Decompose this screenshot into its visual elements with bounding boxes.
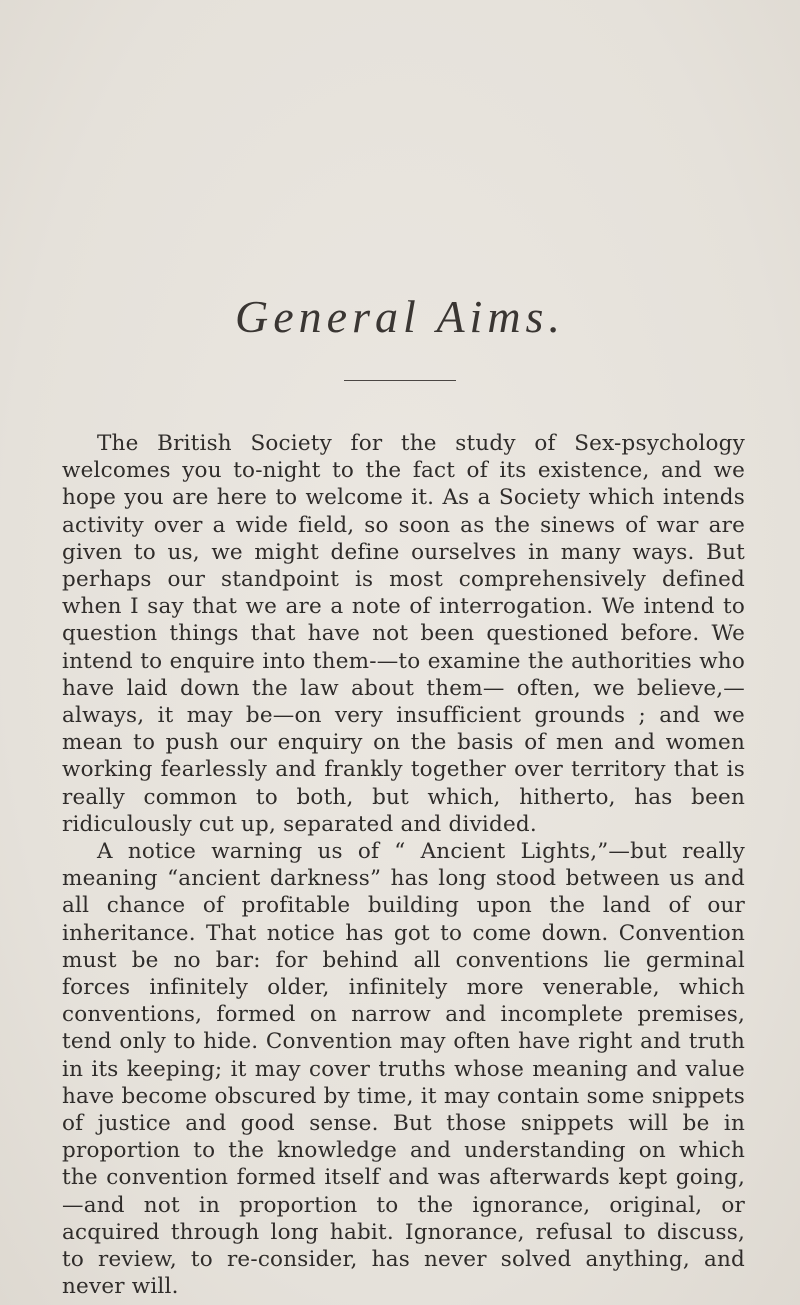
body-text (62, 430, 745, 1301)
page-title: General Aims. (235, 291, 565, 342)
paragraph-1: The British Society for the study of Sex-psychology welcomes you to-night to the fact of its existence, and we hope you are here to welcome it. As a Society which intends activity over a wide field, so soon as the sinews of war are given to us, we might define ourselves in many ways. But perhaps our standpoint is most comprehensively defined when I say that we are a note of interrogation. We intend to question things that have not been questioned before. We intend to enquire into them-—to examine the authorities who have laid down the law about them— often, we believe,—always, it may be—on very insufficient grounds ; and we mean to push our enquiry on the basis of men and women working fearlessly and frankly together over territory that is really common to both, but which, hitherto, has been ridiculously cut up, separated and divided. (62, 431, 745, 837)
title-divider (344, 380, 456, 381)
paragraph-2: A notice warning us of “ Ancient Lights,”—but really meaning “ancient darkness” has long stood between us and all chance of profitable building upon the land of our inheritance. That notice has got to come down. Convention must be no bar: for behind all conventions lie germinal forces infinitely older, infinitely more venerable, which conventions, formed on narrow and incomplete premises, tend only to hide. Convention may often have right and truth in its keeping; it may cover truths whose meaning and value have become obscured by time, it may contain some snippets of justice and good sense. But those snippets will be in proportion to the knowledge and understanding on which the convention formed itself and was afterwards kept going,—and not in proportion to the ignorance, original, or acquired through long habit. Ignorance, refusal to discuss, to review, to re-consider, has never solved anything, and never will. (62, 839, 745, 1300)
